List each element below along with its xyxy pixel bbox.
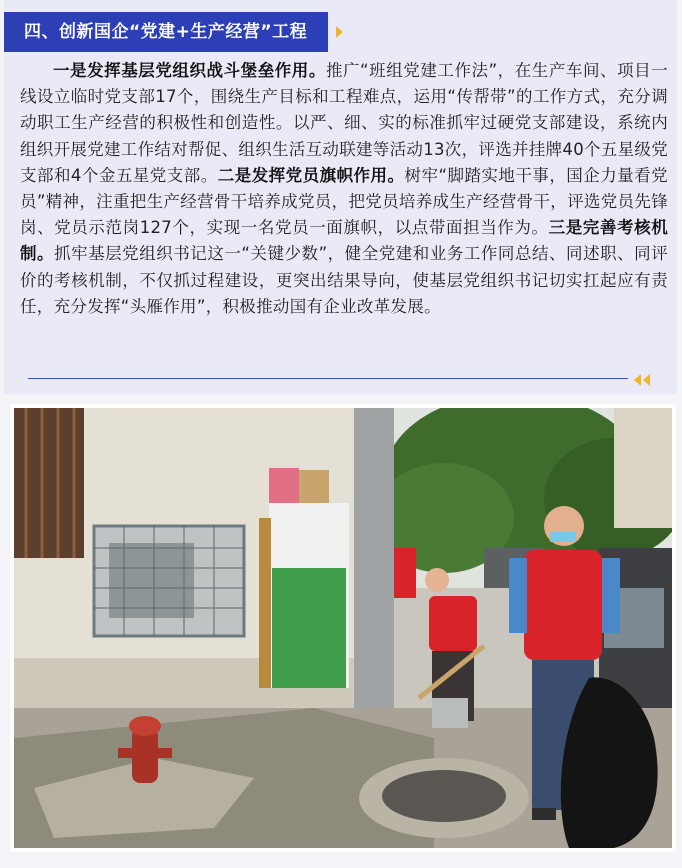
photo-frame <box>10 404 676 852</box>
street-scene-illustration <box>14 408 672 848</box>
point-3-text: 抓牢基层党组织书记这一“关键少数”，健全党建和业务工作同总结、同述职、同评价的考核机制，不仅抓过程建设，更突出结果导向，使基层党组织书记切实扛起应有责任，充分发挥“头雁作用”，积极推动国有企业改革发展。 <box>20 244 668 316</box>
triangle-right-icon <box>336 26 343 38</box>
point-1-heading: 一是发挥基层党组织战斗堡垒作用。 <box>53 61 326 80</box>
point-3-heading: 三是完善考核机制。 <box>20 218 668 264</box>
point-1-text: 推广“班组党建工作法”，在生产车间、项目一线设立临时党支部17个，围绕生产目标和工程难点，运用“传帮带”的工作方式，充分调动职工生产经营的积极性和创造性。以严、细、实的标准抓牢过硬党支部建设，系统内组织开展党建工作结对帮促、组织生活互动联建等活动13次，评选并挂牌40个五星级党支部和4个金五星党支部。 <box>20 61 668 185</box>
volunteers-photo <box>14 408 672 848</box>
body-paragraph <box>20 58 668 320</box>
section-title: 四、创新国企“党建+生产经营”工程 <box>4 12 328 52</box>
double-triangle-left-icon <box>634 371 664 385</box>
divider-line <box>28 378 628 379</box>
point-2-heading: 二是发挥党员旗帜作用。 <box>217 165 405 185</box>
point-2-text: 树牢“脚踏实地干事，国企力量看党员”精神，注重把生产经营骨干培养成党员，把党员培养成生产经营骨干，评选党员先锋岗、党员示范岗127个，实现一名党员一面旗帜，以点带面担当作为。 <box>20 165 668 238</box>
